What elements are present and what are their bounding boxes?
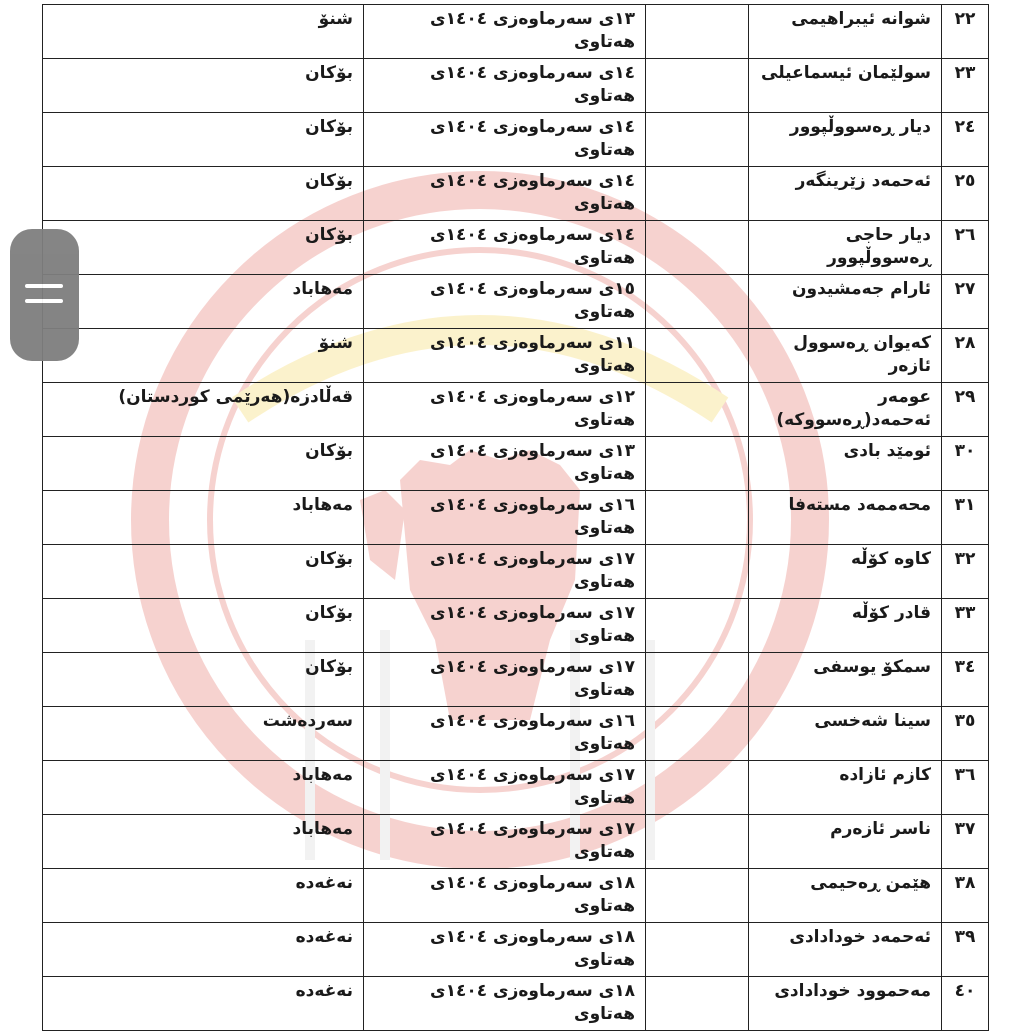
table-row <box>43 383 989 437</box>
person-name: سینا شەخسی <box>749 707 942 761</box>
row-number: ٢٧ <box>942 275 989 329</box>
hamburger-menu-icon-bar <box>25 299 63 303</box>
empty-cell <box>646 923 749 977</box>
person-name: عومەر ئەحمەد(ڕەسووکە) <box>749 383 942 437</box>
place-name: بۆکان <box>43 167 364 221</box>
empty-cell <box>646 653 749 707</box>
person-name: هێمن ڕەحیمی <box>749 869 942 923</box>
row-number: ٣٩ <box>942 923 989 977</box>
row-number: ٢٤ <box>942 113 989 167</box>
place-name: بۆکان <box>43 59 364 113</box>
row-number: ٣٥ <box>942 707 989 761</box>
row-number: ٣٤ <box>942 653 989 707</box>
empty-cell <box>646 491 749 545</box>
place-name: نەغەدە <box>43 869 364 923</box>
arrest-date: ١٦ی سەرماوەزی ١٤٠٤ی هەتاوی <box>364 707 646 761</box>
arrest-date: ١٣ی سەرماوەزی ١٤٠٤ی هەتاوی <box>364 437 646 491</box>
row-number: ٢٨ <box>942 329 989 383</box>
person-name: محەممەد مستەفا <box>749 491 942 545</box>
place-name: مەهاباد <box>43 761 364 815</box>
row-number: ٣٧ <box>942 815 989 869</box>
arrest-date: ١٧ی سەرماوەزی ١٤٠٤ی هەتاوی <box>364 761 646 815</box>
person-name: کەیوان ڕەسوول ئازەر <box>749 329 942 383</box>
arrest-date: ١٧ی سەرماوەزی ١٤٠٤ی هەتاوی <box>364 815 646 869</box>
place-name: بۆکان <box>43 221 364 275</box>
row-number: ٢٩ <box>942 383 989 437</box>
table-row <box>43 491 989 545</box>
table-row <box>43 5 989 59</box>
table-row <box>43 437 989 491</box>
empty-cell <box>646 869 749 923</box>
place-name: نەغەدە <box>43 923 364 977</box>
person-name: دیار حاجی ڕەسووڵپوور <box>749 221 942 275</box>
empty-cell <box>646 599 749 653</box>
side-handle[interactable] <box>10 229 79 361</box>
arrest-date: ١٤ی سەرماوەزی ١٤٠٤ی هەتاوی <box>364 59 646 113</box>
place-name: مەهاباد <box>43 815 364 869</box>
place-name: بۆکان <box>43 545 364 599</box>
place-name: شنۆ <box>43 5 364 59</box>
empty-cell <box>646 437 749 491</box>
hamburger-menu-icon <box>25 284 63 288</box>
arrest-date: ١٨ی سەرماوەزی ١٤٠٤ی هەتاوی <box>364 869 646 923</box>
table-row <box>43 653 989 707</box>
person-name: مەحموود خودادادی <box>749 977 942 1031</box>
place-name: بۆکان <box>43 653 364 707</box>
arrest-date: ١٥ی سەرماوەزی ١٤٠٤ی هەتاوی <box>364 275 646 329</box>
arrest-date: ١٣ی سەرماوەزی ١٤٠٤ی هەتاوی <box>364 5 646 59</box>
person-name: ئارام جەمشیدون <box>749 275 942 329</box>
row-number: ٢٢ <box>942 5 989 59</box>
person-name: سمکۆ یوسفی <box>749 653 942 707</box>
place-name: مەهاباد <box>43 491 364 545</box>
empty-cell <box>646 707 749 761</box>
arrest-date: ١٧ی سەرماوەزی ١٤٠٤ی هەتاوی <box>364 545 646 599</box>
arrest-date: ١٤ی سەرماوەزی ١٤٠٤ی هەتاوی <box>364 221 646 275</box>
row-number: ٤٠ <box>942 977 989 1031</box>
row-number: ٣٨ <box>942 869 989 923</box>
arrest-date: ١٤ی سەرماوەزی ١٤٠٤ی هەتاوی <box>364 167 646 221</box>
table-row <box>43 275 989 329</box>
place-name: مەهاباد <box>43 275 364 329</box>
place-name: قەڵادزە(هەرێمی کوردستان) <box>43 383 364 437</box>
table-row <box>43 869 989 923</box>
table-row <box>43 707 989 761</box>
person-name: دیار ڕەسووڵپوور <box>749 113 942 167</box>
person-name: قادر کۆڵە <box>749 599 942 653</box>
place-name: بۆکان <box>43 113 364 167</box>
row-number: ٢٣ <box>942 59 989 113</box>
row-number: ٣٦ <box>942 761 989 815</box>
row-number: ٣٢ <box>942 545 989 599</box>
table-row <box>43 221 989 275</box>
empty-cell <box>646 59 749 113</box>
row-number: ٣٣ <box>942 599 989 653</box>
table-row <box>43 167 989 221</box>
empty-cell <box>646 977 749 1031</box>
records-table-body <box>43 5 989 1031</box>
table-row <box>43 599 989 653</box>
person-name: ئەحمەد زێرینگەر <box>749 167 942 221</box>
person-name: شوانە ئیبراهیمی <box>749 5 942 59</box>
empty-cell <box>646 329 749 383</box>
table-row <box>43 977 989 1031</box>
empty-cell <box>646 167 749 221</box>
arrest-date: ١٦ی سەرماوەزی ١٤٠٤ی هەتاوی <box>364 491 646 545</box>
table-row <box>43 113 989 167</box>
arrest-date: ١٨ی سەرماوەزی ١٤٠٤ی هەتاوی <box>364 923 646 977</box>
row-number: ٣١ <box>942 491 989 545</box>
empty-cell <box>646 221 749 275</box>
place-name: شنۆ <box>43 329 364 383</box>
empty-cell <box>646 113 749 167</box>
person-name: کاوە کۆڵە <box>749 545 942 599</box>
empty-cell <box>646 761 749 815</box>
empty-cell <box>646 383 749 437</box>
person-name: ئومێد بادی <box>749 437 942 491</box>
person-name: ئەحمەد خودادادی <box>749 923 942 977</box>
arrest-date: ١١ی سەرماوەزی ١٤٠٤ی هەتاوی <box>364 329 646 383</box>
place-name: بۆکان <box>43 599 364 653</box>
arrest-date: ١٧ی سەرماوەزی ١٤٠٤ی هەتاوی <box>364 653 646 707</box>
row-number: ٣٠ <box>942 437 989 491</box>
table-row <box>43 59 989 113</box>
person-name: کازم ئازادە <box>749 761 942 815</box>
table-row <box>43 923 989 977</box>
place-name: نەغەدە <box>43 977 364 1031</box>
arrest-date: ١٨ی سەرماوەزی ١٤٠٤ی هەتاوی <box>364 977 646 1031</box>
records-table <box>42 4 989 1031</box>
row-number: ٢٥ <box>942 167 989 221</box>
table-row <box>43 329 989 383</box>
empty-cell <box>646 5 749 59</box>
place-name: سەردەشت <box>43 707 364 761</box>
table-row <box>43 815 989 869</box>
arrest-date: ١٢ی سەرماوەزی ١٤٠٤ی هەتاوی <box>364 383 646 437</box>
empty-cell <box>646 275 749 329</box>
arrest-date: ١٧ی سەرماوەزی ١٤٠٤ی هەتاوی <box>364 599 646 653</box>
row-number: ٢٦ <box>942 221 989 275</box>
person-name: ناسر ئازەرم <box>749 815 942 869</box>
table-row <box>43 761 989 815</box>
place-name: بۆکان <box>43 437 364 491</box>
empty-cell <box>646 545 749 599</box>
person-name: سولێمان ئیسماعیلی <box>749 59 942 113</box>
table-row <box>43 545 989 599</box>
empty-cell <box>646 815 749 869</box>
arrest-date: ١٤ی سەرماوەزی ١٤٠٤ی هەتاوی <box>364 113 646 167</box>
